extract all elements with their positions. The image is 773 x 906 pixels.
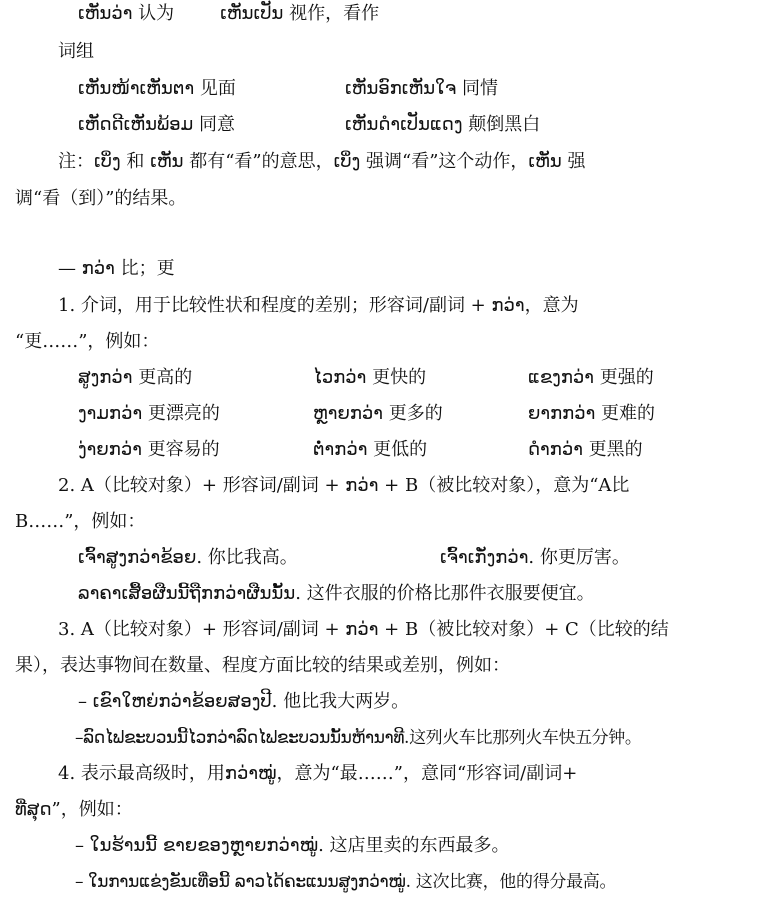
comparative-item: ແຂງກວ່າ 更强的	[528, 367, 654, 388]
phrase-item: ເຫັນອົກເຫັນໃຈ 同情	[345, 78, 499, 99]
example-sentence: – ເຂົາໃຫຍ່ກວ່າຂ້ອຍສອງປີ. 他比我大两岁。	[78, 691, 410, 712]
phrase-item: ເຫັດດີເຫັນພ້ອມ 同意	[78, 114, 236, 135]
entry-heading: — ກວ່າ 比；更	[58, 258, 175, 279]
section-1-text: 1. 介词，用于比较性状和程度的差别；形容词/副词 + ກວ່າ，意为	[58, 295, 579, 316]
comparative-item: ງ່າຍກວ່າ 更容易的	[78, 439, 220, 460]
vocab-item: ເຫັນເປັນ 视作，看作	[220, 3, 380, 24]
section-3-text: 果），表达事物间在数量、程度方面比较的结果或差别，例如：	[15, 655, 510, 676]
example-sentence: – ໃນຮ້ານນີ້ ຂາຍຂອງຫຼາຍກວ່າໝູ່. 这店里卖的东西最多。	[75, 835, 510, 856]
comparative-item: ຫຼາຍກວ່າ 更多的	[313, 403, 443, 424]
note-line: 注：ເບິ່ງ 和 ເຫັນ 都有“看”的意思，ເບິ່ງ 强调“看”这个动作，ເຫັນ 强	[58, 151, 586, 172]
phrase-item: ເຫັນດຳເປັນແດງ 颠倒黑白	[345, 114, 541, 135]
example-sentence: – ໃນການແຂ່ງຂັນເທື່ອນີ້ ລາວໄດ້ຄະແນນສູງກວ່າໝູ່. 这次比赛，他的得分最高。	[75, 872, 617, 892]
example-sentence: ເຈົ້າສູງກວ່າຂ້ອຍ. 你比我高。	[78, 547, 298, 568]
comparative-item: ໄວກວ່າ 更快的	[313, 367, 427, 388]
section-1-text: “更……”，例如：	[15, 331, 160, 352]
example-sentence: –ລົດໄຟຂະບວນນີ້ໄວກວ່າລົດໄຟຂະບວນນັ້ນຫ້ານາທີ.这列火车比那列火车快五分钟。	[75, 728, 642, 748]
comparative-item: ສູງກວ່າ 更高的	[78, 367, 193, 388]
section-4-text: 4. 表示最高级时，用ກວ່າໝູ່，意为“最……”，意同“形容词/副词+	[58, 763, 578, 784]
comparative-item: ຕ່ຳກວ່າ 更低的	[313, 439, 428, 460]
comparative-item: ດຳກວ່າ 更黑的	[528, 439, 643, 460]
phrases-heading: 词组	[58, 41, 94, 62]
section-2-text: B……”，例如：	[15, 511, 146, 532]
section-3-text: 3. A（比较对象）+ 形容词/副词 + ກວ່າ + B（被比较对象）+ C（比较的结	[58, 619, 669, 640]
section-2-text: 2. A（比较对象）+ 形容词/副词 + ກວ່າ + B（被比较对象），意为“A比	[58, 475, 630, 496]
section-4-text: ທີ່ສຸດ”，例如：	[15, 799, 133, 820]
comparative-item: ງາມກວ່າ 更漂亮的	[78, 403, 220, 424]
comparative-item: ຍາກກວ່າ 更难的	[528, 403, 656, 424]
example-sentence: ລາຄາເສື້ອຜືນນີ້ຖືກກວ່າຜືນນັ້ນ. 这件衣服的价格比那件衣服要便宜。	[78, 583, 595, 604]
phrase-item: ເຫັນໜ້າເຫັນຕາ 见面	[78, 78, 236, 99]
example-sentence: ເຈົ້າເກັ່ງກວ່າ. 你更厉害。	[440, 547, 630, 568]
vocab-top-row	[78, 2, 379, 26]
note-line: 调“看（到）”的结果。	[15, 188, 187, 209]
vocab-item: ເຫັນວ່າ 认为	[78, 3, 175, 24]
